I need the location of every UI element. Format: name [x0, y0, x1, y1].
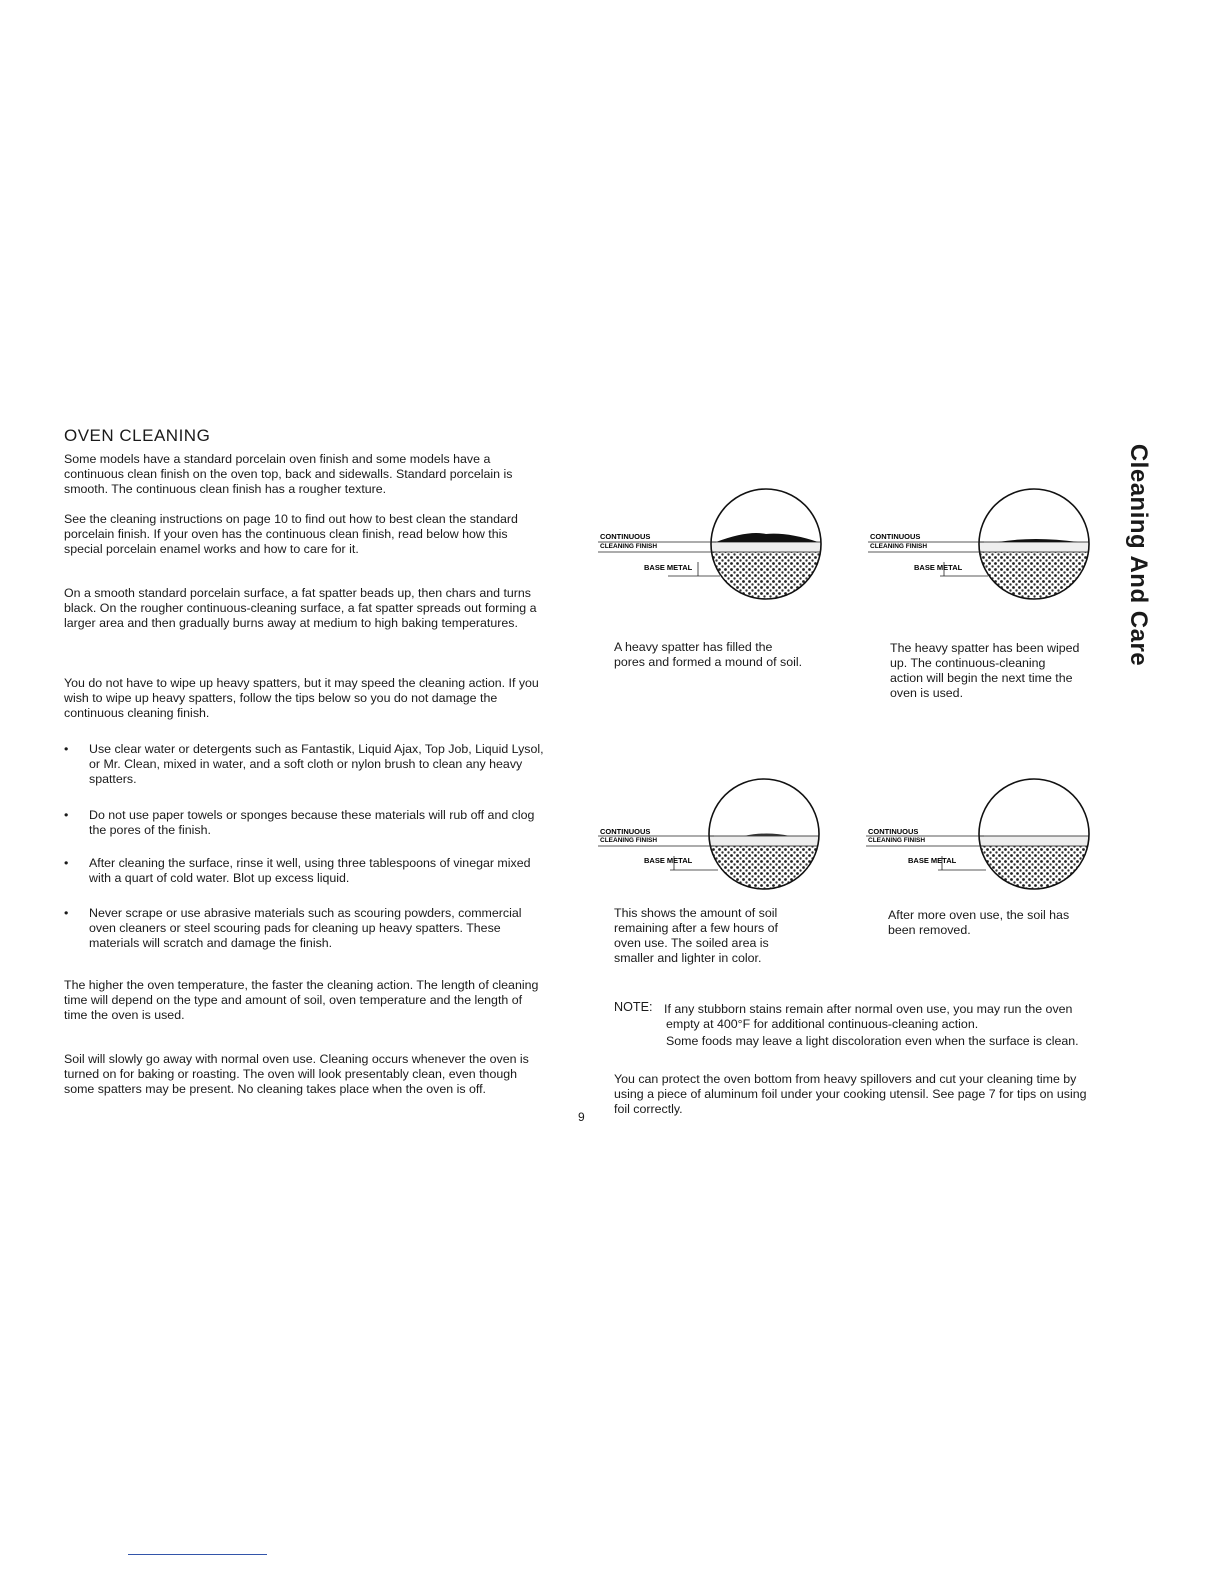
- diagram-label-metal: BASE METAL: [914, 563, 963, 572]
- bullet-text: After cleaning the surface, rinse it well, using three tablespoons of vinegar mixed with a quart of cold water. Blot up excess liquid.: [89, 856, 531, 886]
- section-side-title: [1098, 420, 1178, 690]
- diagram-label-finish: CONTINUOUS: [868, 827, 919, 836]
- diagram-label-finish: CLEANING FINISH: [868, 837, 926, 844]
- bullet-text: Do not use paper towels or sponges because these materials will rub off and clog the pores of the finish.: [89, 808, 535, 838]
- figure-caption: This shows the amount of soil remaining after a few hours of oven use. The soiled area is smaller and lighter in color.: [614, 906, 778, 965]
- bullet-dot: •: [64, 808, 69, 822]
- diagram-soil-removed: [866, 776, 1096, 896]
- cross-section-diagram: [598, 484, 828, 604]
- intro-paragraph-2: See the cleaning instructions on page 10 to find out how to best clean the standard porcelain finish. If your oven has the continuous clean finish, read below how this special porcelain enamel works and how to care for it.: [64, 512, 518, 557]
- footer-rule: [128, 1554, 267, 1555]
- bullet-text: Never scrape or use abrasive materials such as scouring powders, commercial oven cleaners or steel scouring pads for cleaning up heavy spatters. These materials will scratch and damage the finish.: [89, 906, 522, 951]
- side-title-text: Cleaning And Care: [1125, 443, 1152, 667]
- section-heading: OVEN CLEANING: [64, 426, 211, 445]
- figure-caption: A heavy spatter has filled the pores and formed a mound of soil.: [614, 640, 803, 669]
- diagram-soil-remaining: [598, 776, 828, 896]
- diagram-label-finish: CLEANING FINISH: [600, 543, 658, 550]
- figure-caption: After more oven use, the soil has been removed.: [888, 908, 1070, 937]
- note-item: If any stubborn stains remain after normal oven use, you may run the oven empty at 400°F for additional continuous-cleaning action.: [664, 1002, 1073, 1031]
- diagram-label-metal: BASE METAL: [644, 856, 693, 865]
- cross-section-diagram: [868, 484, 1098, 604]
- figure-caption: The heavy spatter has been wiped up. The continuous-cleaning action will begin the next time the oven is used.: [890, 641, 1080, 700]
- diagram-spatter-wiped: [868, 484, 1098, 604]
- bullet-dot: •: [64, 742, 69, 756]
- diagram-label-finish: CLEANING FINISH: [600, 837, 658, 844]
- diagram-label-metal: BASE METAL: [644, 563, 693, 572]
- intro-paragraph-4: You do not have to wipe up heavy spatters, but it may speed the cleaning action. If you wish to wipe up heavy spatters, follow the tips below so you do not damage the continuous cleaning finish.: [64, 676, 539, 721]
- diagram-label-metal: BASE METAL: [908, 856, 957, 865]
- cross-section-diagram: [866, 776, 1096, 896]
- bullet-dot: •: [64, 906, 69, 920]
- diagram-label-finish: CONTINUOUS: [600, 827, 651, 836]
- intro-paragraph-1: Some models have a standard porcelain oven finish and some models have a continuous clean finish on the oven top, back and sidewalls. Standard porcelain is smooth. The continuous clean finish has a rougher texture.: [64, 452, 513, 497]
- intro-paragraph-3: On a smooth standard porcelain surface, a fat spatter beads up, then chars and turns black. On the rougher continuous-cleaning surface, a fat spatter spreads out forming a larger area and then gradually burns away at medium to high baking temperatures.: [64, 586, 537, 631]
- foil-tip-paragraph: You can protect the oven bottom from heavy spillovers and cut your cleaning time by using a piece of aluminum foil under your cooking utensil. See page 7 for tips on using foil correctly.: [614, 1072, 1087, 1117]
- note-item: Some foods may leave a light discoloration even when the surface is clean.: [666, 1034, 1079, 1048]
- cross-section-diagram: [598, 776, 828, 896]
- bullet-text: Use clear water or detergents such as Fantastik, Liquid Ajax, Top Job, Liquid Lysol, or Mr. Clean, mixed in water, and a soft cloth or nylon brush to clean any heavy spatters.: [89, 742, 544, 787]
- closing-paragraph-1: The higher the oven temperature, the faster the cleaning action. The length of cleaning time will depend on the type and amount of soil, oven temperature and the length of time the oven is used.: [64, 978, 539, 1023]
- diagram-label-finish: CONTINUOUS: [600, 532, 651, 541]
- diagram-label-finish: CLEANING FINISH: [870, 543, 928, 550]
- diagram-label-finish: CONTINUOUS: [870, 532, 921, 541]
- closing-paragraph-2: Soil will slowly go away with normal oven use. Cleaning occurs whenever the oven is turned on for baking or roasting. The oven will look presentably clean, even though some spatters may be present. No cleaning takes place when the oven is off.: [64, 1052, 529, 1097]
- diagram-heavy-spatter: [598, 484, 828, 604]
- note-label: NOTE:: [614, 1000, 653, 1014]
- page-number: 9: [578, 1110, 585, 1124]
- bullet-dot: •: [64, 856, 69, 870]
